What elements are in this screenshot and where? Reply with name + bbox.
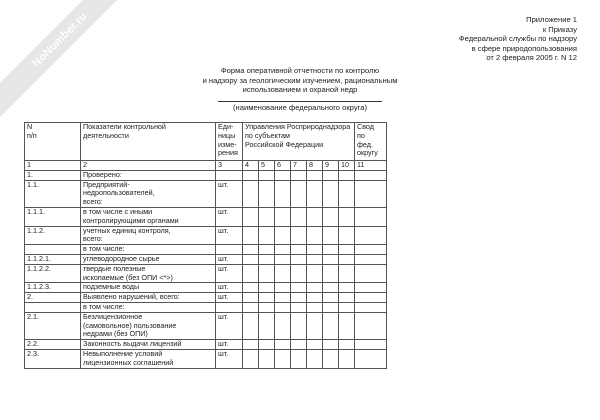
region-value-cell[interactable] xyxy=(339,349,355,368)
row-indicator-line: в том числе: xyxy=(83,302,125,311)
table-row xyxy=(25,264,387,283)
region-value-cell[interactable] xyxy=(291,254,307,264)
region-value-cell[interactable] xyxy=(259,312,275,339)
region-value-cell[interactable] xyxy=(259,349,275,368)
region-value-cell[interactable] xyxy=(259,264,275,283)
header-regions-text: по субъектам xyxy=(245,130,290,140)
total-value-cell[interactable] xyxy=(355,293,387,303)
region-value-cell[interactable] xyxy=(307,226,323,245)
region-value-cell[interactable] xyxy=(275,293,291,303)
row-indicator-line: твердые полезные xyxy=(83,264,146,273)
region-value-cell[interactable] xyxy=(243,312,259,339)
row-unit: шт. xyxy=(216,340,243,350)
region-value-cell[interactable] xyxy=(323,349,339,368)
row-unit: шт. xyxy=(216,264,243,283)
header-indicator-text: деятельности xyxy=(83,130,129,140)
row-indicator-line: лицензионных соглашений xyxy=(83,357,174,367)
appendix-reference xyxy=(459,15,577,63)
region-value-cell[interactable] xyxy=(307,312,323,339)
row-number: 1.1.2. xyxy=(25,226,81,245)
region-value-cell[interactable] xyxy=(323,293,339,303)
region-value-cell[interactable] xyxy=(323,302,339,312)
table-row xyxy=(25,340,387,350)
region-value-cell[interactable] xyxy=(339,293,355,303)
region-value-cell[interactable] xyxy=(291,180,307,207)
row-indicator xyxy=(81,283,216,293)
region-value-cell[interactable] xyxy=(291,207,307,226)
row-number xyxy=(25,302,81,312)
region-value-cell[interactable] xyxy=(323,283,339,293)
table-header-row xyxy=(25,123,387,161)
region-value-cell[interactable] xyxy=(275,264,291,283)
column-number: 10 xyxy=(339,161,355,171)
form-title xyxy=(180,66,420,95)
row-indicator xyxy=(81,293,216,303)
row-indicator xyxy=(81,340,216,350)
row-number xyxy=(25,245,81,255)
region-value-cell[interactable] xyxy=(339,340,355,350)
header-regions xyxy=(243,123,355,161)
total-value-cell[interactable] xyxy=(355,349,387,368)
total-value-cell[interactable] xyxy=(355,170,387,180)
row-unit xyxy=(216,302,243,312)
region-value-cell[interactable] xyxy=(323,207,339,226)
total-value-cell[interactable] xyxy=(355,283,387,293)
region-value-cell[interactable] xyxy=(339,312,355,339)
district-name-field-line xyxy=(218,101,382,102)
row-indicator-line: углеводородное сырье xyxy=(83,254,160,263)
region-value-cell[interactable] xyxy=(339,283,355,293)
row-indicator-line: недропользователей, xyxy=(83,188,155,198)
region-value-cell[interactable] xyxy=(339,226,355,245)
column-number: 3 xyxy=(216,161,243,171)
row-indicator xyxy=(81,207,216,226)
row-number: 2.3. xyxy=(25,349,81,368)
header-unit-text: Еди- xyxy=(218,122,234,131)
header-total-text: по xyxy=(357,130,365,140)
region-value-cell[interactable] xyxy=(275,302,291,312)
header-indicator xyxy=(81,123,216,161)
header-unit-text: ницы xyxy=(218,130,236,140)
region-value-cell[interactable] xyxy=(259,283,275,293)
row-indicator-line: ископаемые (без ОПИ <*>) xyxy=(83,272,173,282)
column-number: 7 xyxy=(291,161,307,171)
region-value-cell[interactable] xyxy=(259,170,275,180)
header-total-text: Свод xyxy=(357,122,374,131)
row-unit: шт. xyxy=(216,283,243,293)
row-indicator-line: недрами (без ОПИ) xyxy=(83,329,148,339)
region-value-cell[interactable] xyxy=(291,264,307,283)
region-value-cell[interactable] xyxy=(243,180,259,207)
row-indicator xyxy=(81,302,216,312)
column-number: 11 xyxy=(355,161,387,171)
row-number: 2.2. xyxy=(25,340,81,350)
column-number: 5 xyxy=(259,161,275,171)
table-row xyxy=(25,254,387,264)
region-value-cell[interactable] xyxy=(291,170,307,180)
region-value-cell[interactable] xyxy=(275,226,291,245)
row-indicator-line: Предприятий- xyxy=(83,180,130,189)
region-value-cell[interactable] xyxy=(259,226,275,245)
total-value-cell[interactable] xyxy=(355,207,387,226)
column-number: 6 xyxy=(275,161,291,171)
total-value-cell[interactable] xyxy=(355,245,387,255)
region-value-cell[interactable] xyxy=(275,312,291,339)
row-unit: шт. xyxy=(216,207,243,226)
region-value-cell[interactable] xyxy=(275,254,291,264)
region-value-cell[interactable] xyxy=(243,226,259,245)
row-unit: шт. xyxy=(216,293,243,303)
header-regions-text: Управления Росприроднадзора xyxy=(245,122,351,131)
row-indicator xyxy=(81,245,216,255)
region-value-cell[interactable] xyxy=(275,245,291,255)
row-number: 1.1.2.2. xyxy=(25,264,81,283)
row-number: 1. xyxy=(25,170,81,180)
row-indicator xyxy=(81,170,216,180)
row-unit: шт. xyxy=(216,254,243,264)
region-value-cell[interactable] xyxy=(323,170,339,180)
header-num xyxy=(25,123,81,161)
region-value-cell[interactable] xyxy=(323,226,339,245)
appendix-line: к Приказу xyxy=(542,24,577,34)
region-value-cell[interactable] xyxy=(259,340,275,350)
row-indicator xyxy=(81,349,216,368)
region-value-cell[interactable] xyxy=(291,302,307,312)
row-unit: шт. xyxy=(216,226,243,245)
region-value-cell[interactable] xyxy=(259,180,275,207)
region-value-cell[interactable] xyxy=(243,283,259,293)
region-value-cell[interactable] xyxy=(307,283,323,293)
region-value-cell[interactable] xyxy=(243,264,259,283)
region-value-cell[interactable] xyxy=(339,180,355,207)
row-indicator-line: Невыполнение условий xyxy=(83,349,163,358)
region-value-cell[interactable] xyxy=(291,245,307,255)
region-value-cell[interactable] xyxy=(339,254,355,264)
watermark xyxy=(0,0,139,119)
region-value-cell[interactable] xyxy=(323,340,339,350)
total-value-cell[interactable] xyxy=(355,180,387,207)
region-value-cell[interactable] xyxy=(243,207,259,226)
region-value-cell[interactable] xyxy=(339,302,355,312)
district-caption: (наименование федерального округа) xyxy=(233,103,367,112)
row-unit xyxy=(216,245,243,255)
row-indicator xyxy=(81,264,216,283)
region-value-cell[interactable] xyxy=(307,245,323,255)
table-row xyxy=(25,283,387,293)
region-value-cell[interactable] xyxy=(339,245,355,255)
region-value-cell[interactable] xyxy=(275,340,291,350)
region-value-cell[interactable] xyxy=(307,254,323,264)
region-value-cell[interactable] xyxy=(339,264,355,283)
region-value-cell[interactable] xyxy=(323,180,339,207)
row-number: 2.1. xyxy=(25,312,81,339)
row-number: 2. xyxy=(25,293,81,303)
region-value-cell[interactable] xyxy=(307,170,323,180)
region-value-cell[interactable] xyxy=(275,349,291,368)
header-indicator-text: Показатели контрольной xyxy=(83,122,166,131)
region-value-cell[interactable] xyxy=(243,254,259,264)
region-value-cell[interactable] xyxy=(323,312,339,339)
region-value-cell[interactable] xyxy=(259,207,275,226)
total-value-cell[interactable] xyxy=(355,312,387,339)
header-num-text: N xyxy=(27,122,33,131)
watermark-text: NoNumber.ru xyxy=(30,10,90,70)
row-number: 1.1.1. xyxy=(25,207,81,226)
row-indicator-line: (самовольное) пользование xyxy=(83,320,177,330)
total-value-cell[interactable] xyxy=(355,264,387,283)
region-value-cell[interactable] xyxy=(307,293,323,303)
region-value-cell[interactable] xyxy=(291,283,307,293)
row-indicator-line: Безлицензионное xyxy=(83,312,143,321)
appendix-line: Федеральной службы по надзору xyxy=(458,34,577,44)
appendix-line: от 2 февраля 2005 г. N 12 xyxy=(486,53,577,63)
row-unit: шт. xyxy=(216,312,243,339)
region-value-cell[interactable] xyxy=(307,180,323,207)
region-value-cell[interactable] xyxy=(259,293,275,303)
region-value-cell[interactable] xyxy=(275,283,291,293)
region-value-cell[interactable] xyxy=(323,245,339,255)
region-value-cell[interactable] xyxy=(275,180,291,207)
row-unit xyxy=(216,170,243,180)
row-indicator-line: подземные воды xyxy=(83,282,140,292)
region-value-cell[interactable] xyxy=(259,254,275,264)
table-row xyxy=(25,245,387,255)
table-row xyxy=(25,170,387,180)
column-number: 1 xyxy=(25,161,81,171)
appendix-line: Приложение 1 xyxy=(526,15,577,24)
header-total xyxy=(355,123,387,161)
appendix-line: в сфере природопользования xyxy=(471,43,577,53)
table-row xyxy=(25,207,387,226)
header-total-text: фед. xyxy=(357,139,373,149)
row-indicator-line: контролирующими органами xyxy=(83,215,179,225)
header-unit-text: рения xyxy=(218,148,238,158)
column-numbers-row xyxy=(25,161,387,171)
row-indicator-line: в том числе: xyxy=(83,244,125,254)
row-unit: шт. xyxy=(216,180,243,207)
row-number: 1.1.2.1. xyxy=(25,254,81,264)
row-indicator-line: Выявлено нарушений, всего: xyxy=(83,292,180,302)
row-indicator-line: всего: xyxy=(83,197,103,207)
header-total-text: округу xyxy=(357,148,378,158)
row-indicator-line: Законность выдачи лицензий xyxy=(83,339,182,349)
region-value-cell[interactable] xyxy=(259,302,275,312)
form-title-line: Форма оперативной отчетности по контролю xyxy=(220,66,380,75)
header-num-text: п/п xyxy=(27,130,37,140)
column-number: 9 xyxy=(323,161,339,171)
row-indicator xyxy=(81,312,216,339)
region-value-cell[interactable] xyxy=(291,340,307,350)
row-indicator xyxy=(81,226,216,245)
region-value-cell[interactable] xyxy=(275,207,291,226)
region-value-cell[interactable] xyxy=(291,293,307,303)
table-row xyxy=(25,293,387,303)
region-value-cell[interactable] xyxy=(243,349,259,368)
total-value-cell[interactable] xyxy=(355,254,387,264)
row-indicator xyxy=(81,180,216,207)
total-value-cell[interactable] xyxy=(355,302,387,312)
region-value-cell[interactable] xyxy=(259,245,275,255)
column-number: 4 xyxy=(243,161,259,171)
region-value-cell[interactable] xyxy=(307,264,323,283)
total-value-cell[interactable] xyxy=(355,340,387,350)
region-value-cell[interactable] xyxy=(323,254,339,264)
row-indicator xyxy=(81,254,216,264)
header-unit-text: изме- xyxy=(218,139,237,149)
region-value-cell[interactable] xyxy=(307,207,323,226)
table-row xyxy=(25,180,387,207)
region-value-cell[interactable] xyxy=(307,349,323,368)
total-value-cell[interactable] xyxy=(355,226,387,245)
region-value-cell[interactable] xyxy=(307,302,323,312)
row-indicator-line: Проверено: xyxy=(83,170,122,179)
row-number: 1.1. xyxy=(25,180,81,207)
row-indicator-line: всего: xyxy=(83,234,103,244)
region-value-cell[interactable] xyxy=(307,340,323,350)
region-value-cell[interactable] xyxy=(243,340,259,350)
table-row xyxy=(25,312,387,339)
form-title-line: использованием и охраной недр xyxy=(242,85,358,95)
column-number: 8 xyxy=(307,161,323,171)
region-value-cell[interactable] xyxy=(291,312,307,339)
table-row xyxy=(25,302,387,312)
region-value-cell[interactable] xyxy=(323,264,339,283)
region-value-cell[interactable] xyxy=(243,170,259,180)
form-title-line: и надзору за геологическим изучением, рациональным xyxy=(202,75,398,85)
report-table xyxy=(24,122,387,369)
header-regions-text: Российской Федерации xyxy=(245,139,324,149)
header-unit xyxy=(216,123,243,161)
table-row xyxy=(25,349,387,368)
row-unit: шт. xyxy=(216,349,243,368)
region-value-cell[interactable] xyxy=(275,170,291,180)
region-value-cell[interactable] xyxy=(339,207,355,226)
column-number: 2 xyxy=(81,161,216,171)
region-value-cell[interactable] xyxy=(291,226,307,245)
region-value-cell[interactable] xyxy=(243,293,259,303)
row-number: 1.1.2.3. xyxy=(25,283,81,293)
region-value-cell[interactable] xyxy=(291,349,307,368)
region-value-cell[interactable] xyxy=(339,170,355,180)
row-indicator-line: учетных единиц контроля, xyxy=(83,226,171,235)
table-row xyxy=(25,226,387,245)
region-value-cell[interactable] xyxy=(243,245,259,255)
region-value-cell[interactable] xyxy=(243,302,259,312)
row-indicator-line: в том числе с иными xyxy=(83,207,153,216)
